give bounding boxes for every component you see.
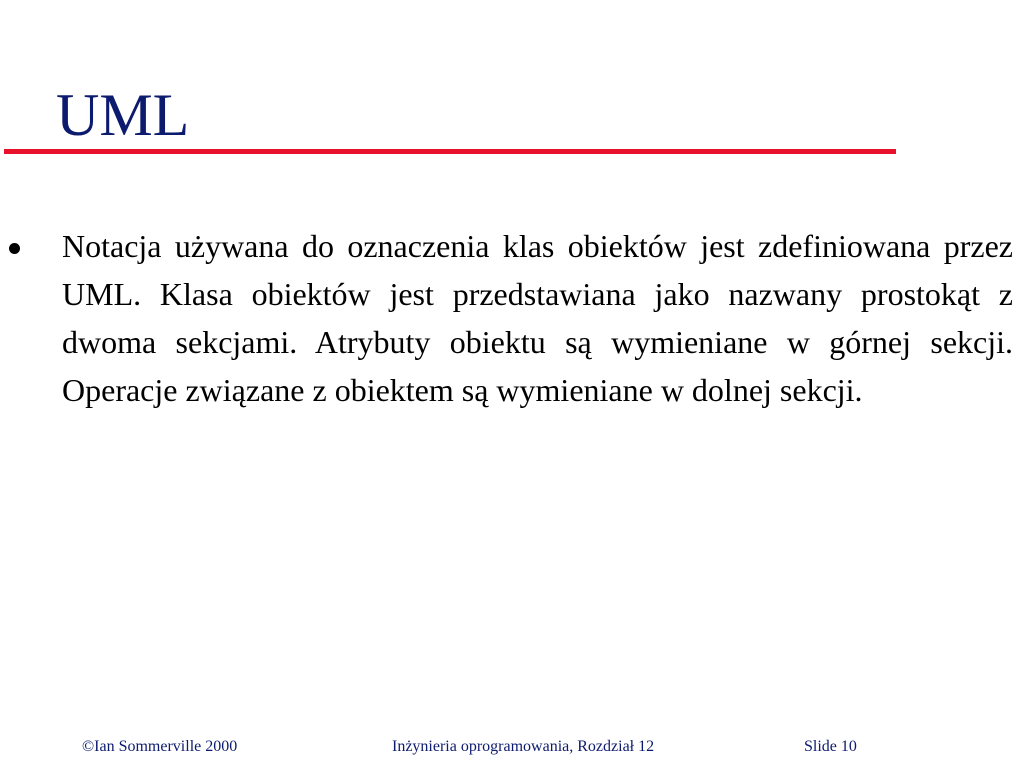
- footer-slide-number: Slide 10: [804, 738, 857, 755]
- bullet-dot-icon: [9, 243, 20, 254]
- slide-title: UML: [56, 82, 190, 148]
- footer-course-title: Inżynieria oprogramowania, Rozdział 12: [392, 738, 655, 755]
- bullet-text: Notacja używana do oznaczenia klas obiektów jest zdefiniowana przez UML. Klasa obiektów jest przedstawiana jako nazwany prostokąt z dwoma sekcjami. Atrybuty obiektu są wymieniane w górnej sekcji. Operacje związane z obiektem są wymieniane w dolnej sekcji.: [62, 228, 1013, 408]
- footer-copyright: ©Ian Sommerville 2000: [82, 738, 238, 755]
- title-underline: [4, 149, 896, 154]
